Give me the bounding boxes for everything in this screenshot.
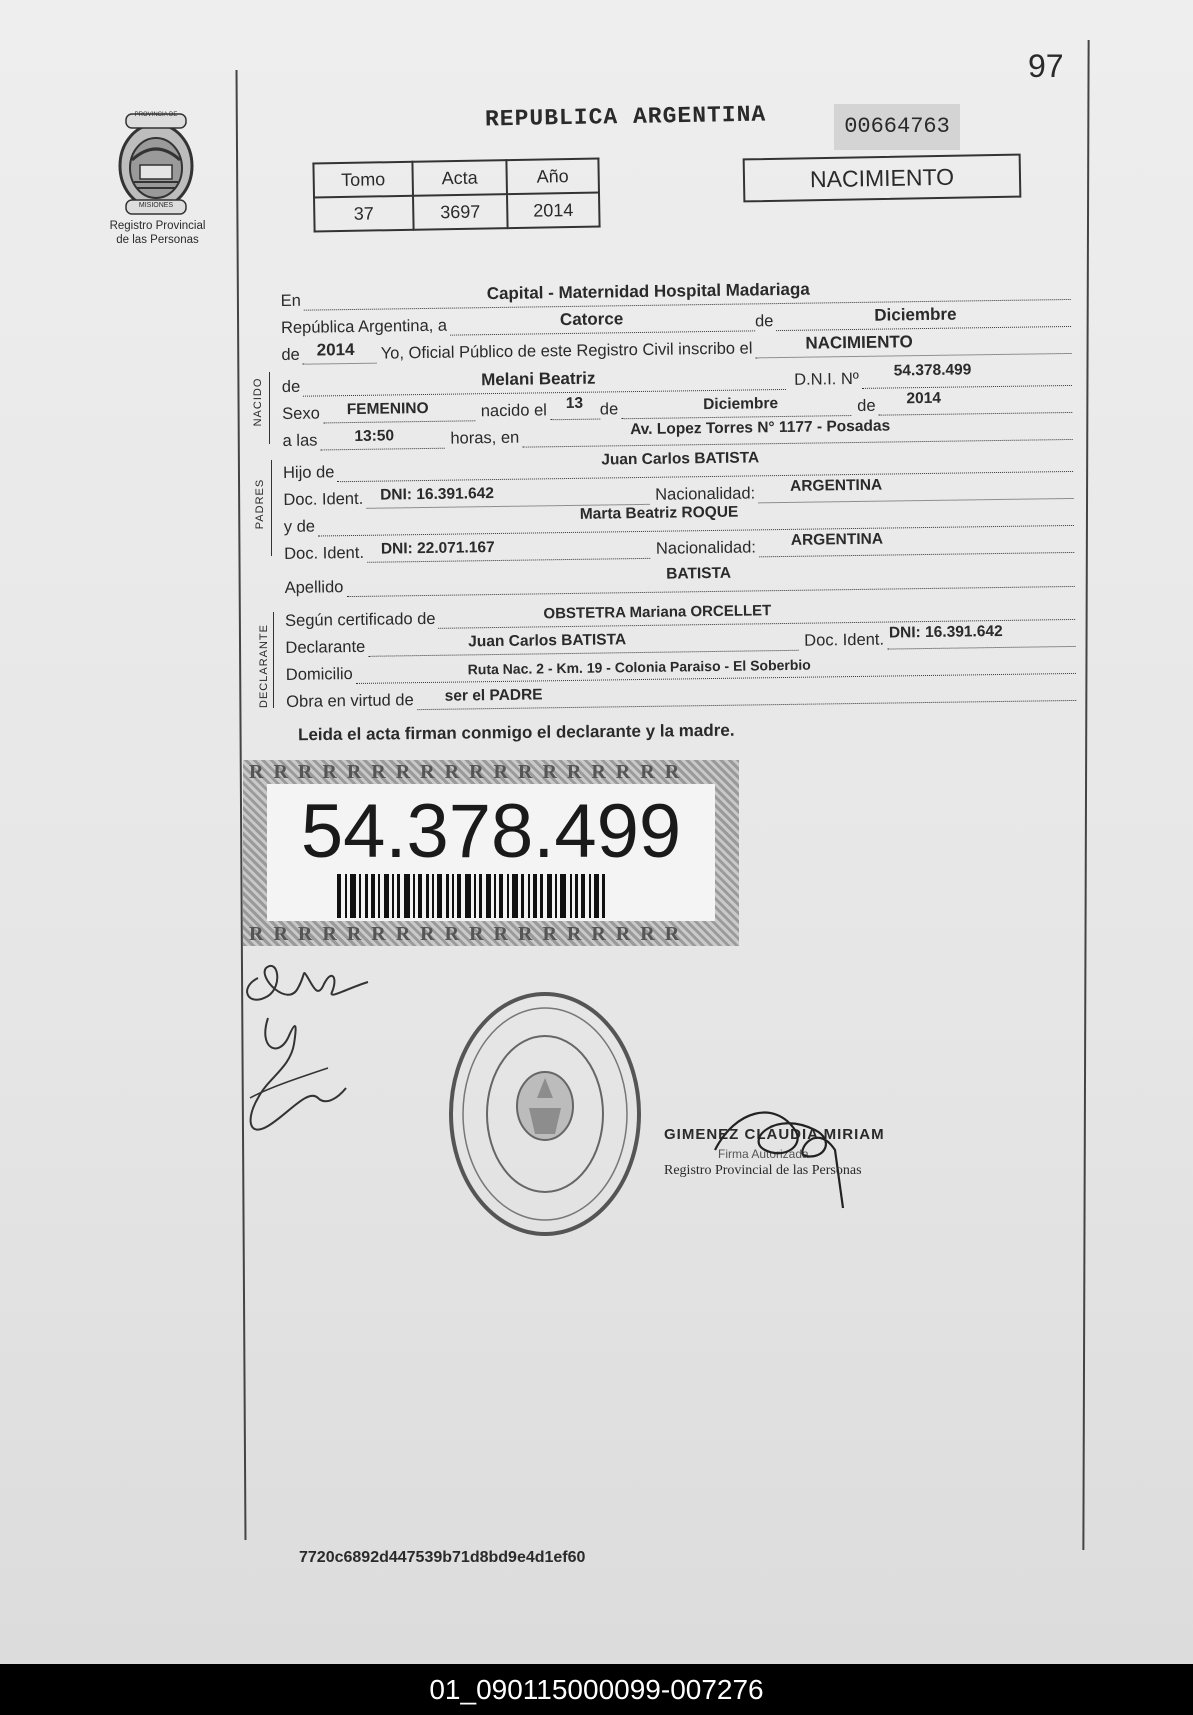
section-nacido-label: NACIDO [252,377,264,427]
official-name: GIMENEZ CLAUDIA MIRIAM [664,1126,885,1143]
sticker-pattern-bottom [243,923,739,945]
barcode-bar [507,874,509,918]
pattern-r: R [542,923,557,945]
barcode-bar [570,874,572,918]
year-field [303,339,377,365]
month-value: Diciembre [874,304,957,325]
section-padres-label: PADRES [254,478,266,530]
mother-nac-label: Nacionalidad: [655,538,757,558]
pattern-r: R [664,923,680,945]
father-value: Juan Carlos BATISTA [601,449,760,469]
record-header-row [313,159,599,198]
alas-label: a las [282,431,318,450]
closing-statement: Leida el acta firman conmigo el declarante y la madre. [297,720,735,745]
sexo-field [323,399,475,423]
declarante-doc-field [887,622,1076,650]
birth-record-form [280,244,1070,711]
place-field [522,417,1073,448]
barcode-bar [345,874,347,918]
birth-month-field [621,397,851,419]
birth-day-field [550,394,600,421]
pattern-r: R [615,761,631,783]
inscribe-value: NACIMIENTO [805,332,913,353]
declarante-label: Declarante [285,637,366,657]
birth-day-value: 13 [565,394,584,413]
segun-value: OBSTETRA Mariana ORCELLET [543,602,772,623]
pattern-r: R [566,761,582,783]
barcode-bar [404,874,410,918]
serial-number: 00664763 [834,104,960,150]
en-value: Capital - Maternidad Hospital Madariaga [486,279,810,304]
pattern-r: R [664,761,680,783]
footer-id: 01_090115000099-007276 [429,1674,764,1705]
pattern-r: R [371,923,386,945]
page-number: 97 [1028,48,1064,84]
dni-sticker [243,760,739,946]
birth-year-value: 2014 [906,389,942,408]
barcode-bar [337,874,341,918]
declarante-value: Juan Carlos BATISTA [468,631,627,651]
pattern-r: R [371,761,386,783]
sexo-value: FEMENINO [346,399,429,419]
registry-label-line-2: de las Personas [116,234,199,246]
barcode-bar [602,874,605,918]
pattern-r: R [444,761,460,783]
barcode-bar [479,874,482,918]
barcode-icon [337,874,642,918]
official-office: Registro Provincial de las Personas [664,1163,862,1178]
day-value: Catorce [559,309,624,330]
padres-bracket [271,460,272,556]
father-doc-label: Doc. Ident. [283,489,364,509]
barcode-bar [446,874,449,918]
name-value: Melani Beatriz [480,368,596,390]
obra-label: Obra en virtud de [286,691,414,711]
document-hash: 7720c6892d447539b71d8bd9e4d1ef60 [299,1549,586,1566]
mother-nac-field [759,530,1074,557]
barcode-bar [533,874,537,918]
row-apellido [284,561,1074,598]
horas-label: horas, en [450,428,520,448]
segun-label: Según certificado de [284,609,436,630]
de3-label: de [281,377,301,396]
anio-header: Año [506,159,599,195]
republica-label: República Argentina, a [280,316,448,337]
sexo-label: Sexo [282,404,320,423]
barcode-bar [589,874,591,918]
barcode-bar [465,874,471,918]
de2-label: de [281,345,300,364]
pattern-r: R [322,923,337,945]
barcode-bar [359,874,361,918]
de5-label: de [857,396,876,415]
official-signature [705,1090,855,1210]
inscribe-field [755,332,1071,358]
barcode-bar [547,874,552,918]
pattern-r: R [420,761,435,783]
father-nac-value: ARGENTINA [789,476,883,495]
official-role: Firma Autorizada [718,1147,809,1161]
obra-field [417,682,1077,710]
pattern-r: R [395,761,411,783]
dni-value: 54.378.499 [893,361,972,380]
barcode-bar [499,874,503,918]
barcode-bar [521,874,524,918]
birth-year-field [878,389,1072,416]
de4-label: de [599,400,619,419]
pattern-r: R [640,761,655,783]
acta-value: 3697 [413,194,508,230]
pattern-r: R [469,761,484,783]
barcode-bar [494,874,496,918]
pattern-r: R [591,761,606,783]
pattern-r: R [542,761,557,783]
pattern-r: R [444,923,460,945]
sticker-label [267,784,715,921]
footer-bar [0,1664,1193,1715]
nacido-label: nacido el [480,401,547,421]
declarante-doc-value: DNI: 16.391.642 [888,622,1003,642]
pattern-r: R [469,923,484,945]
crest-bottom-text: MISIONES [138,202,174,209]
yde-label: y de [283,517,316,536]
oficial-label: Yo, Oficial Público de este Registro Civil inscribo el [380,339,753,363]
act-type-box: NACIMIENTO [743,154,1022,203]
registry-seal-icon [445,988,645,1240]
tomo-header: Tomo [313,162,413,198]
anio-value: 2014 [507,193,600,229]
en-label: En [280,291,301,310]
barcode-bar [365,874,368,918]
year-value: 2014 [316,339,355,360]
barcode-bar [371,874,375,918]
barcode-bar [457,874,461,918]
pattern-r: R [249,761,264,783]
pattern-r: R [615,923,631,945]
pattern-r: R [346,923,362,945]
apellido-field [346,564,1074,597]
barcode-bar [528,874,530,918]
pattern-r: R [591,923,606,945]
pattern-r: R [273,923,288,945]
dni-field [862,361,1072,389]
sticker-pattern-top [243,761,739,783]
father-doc-value: DNI: 16.391.642 [380,485,495,504]
barcode-bar [384,874,389,918]
tomo-value: 37 [314,196,414,232]
father-nac-label: Nacionalidad: [655,484,756,504]
mother-value: Marta Beatriz ROQUE [579,503,739,523]
pattern-r: R [297,761,313,783]
obra-value: ser el PADRE [444,686,543,705]
barcode-bar [486,874,491,918]
pattern-r: R [640,923,655,945]
barcode-bar [418,874,422,918]
pattern-r: R [346,761,362,783]
barcode-bar [426,874,429,918]
pattern-r: R [322,761,337,783]
mother-doc-label: Doc. Ident. [284,543,365,563]
birth-month-value: Diciembre [703,395,779,414]
section-declarante-label: DECLARANTE [258,624,270,708]
country-title: REPUBLICA ARGENTINA [484,101,767,133]
barcode-bar [378,874,380,918]
barcode-bar [594,874,599,918]
declarante-doc-label: Doc. Ident. [804,630,885,650]
time-field [320,427,444,451]
pattern-r: R [273,761,288,783]
pattern-r: R [493,923,508,945]
pattern-r: R [297,923,313,945]
time-value: 13:50 [354,427,395,445]
pattern-r: R [566,923,582,945]
mother-nac-value: ARGENTINA [790,530,884,549]
pattern-r: R [249,923,264,945]
nacido-bracket [269,372,270,444]
barcode-bar [350,874,356,918]
pattern-r: R [517,761,533,783]
pattern-r: R [420,923,435,945]
barcode-bar [512,874,518,918]
crest-top-text: PROVINCIA DE [134,112,178,118]
barcode-bar [575,874,578,918]
barcode-bar [413,874,415,918]
province-crest-icon [112,110,200,216]
record-value-row [314,193,600,232]
place-value: Av. Lopez Torres N° 1177 - Posadas [630,417,891,439]
barcode-bar [392,874,394,918]
barcode-bar [432,874,434,918]
barcode-bar [560,874,566,918]
de-label: de [754,312,774,331]
apellido-value: BATISTA [666,564,732,583]
apellido-label: Apellido [284,578,344,597]
barcode-bar [540,874,543,918]
registry-label-line-1: Registro Provincial [109,220,206,232]
dni-label: D.N.I. Nº [794,369,859,389]
barcode-bar [437,874,442,918]
registry-label [95,219,220,247]
acta-header: Acta [412,160,507,196]
right-margin-line [1082,40,1089,1550]
sticker-dni-number: 54.378.499 [300,789,682,874]
domicilio-label: Domicilio [285,665,353,684]
declarante-bracket [273,612,274,708]
handwritten-signatures [228,948,388,1158]
barcode-bar [452,874,454,918]
barcode-bar [474,874,476,918]
barcode-bar [555,874,557,918]
mother-doc-value: DNI: 22.071.167 [380,539,495,558]
pattern-r: R [493,761,508,783]
domicilio-value: Ruta Nac. 2 - Km. 19 - Colonia Paraiso - El Soberbio [467,656,811,678]
record-table [312,158,600,233]
pattern-r: R [517,923,533,945]
barcode-bar [581,874,585,918]
barcode-bar [397,874,400,918]
pattern-r: R [395,923,411,945]
hijo-label: Hijo de [282,463,335,482]
mother-doc-field [367,540,650,563]
